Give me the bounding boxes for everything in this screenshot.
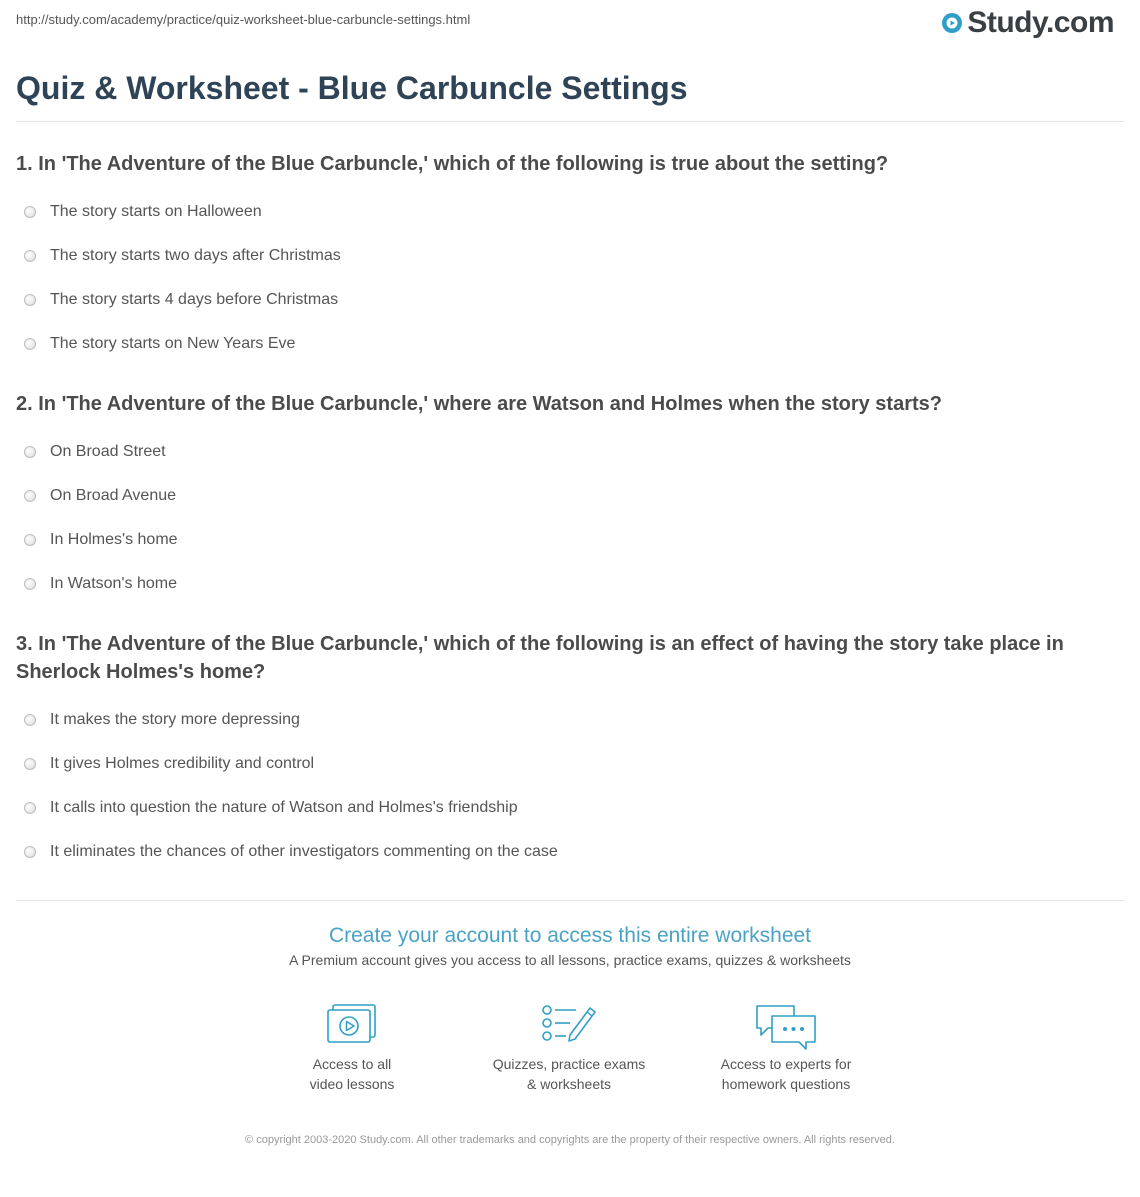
answer-label: The story starts on Halloween <box>50 203 262 220</box>
promo-title-link[interactable]: Create your account to access this entire worksheet <box>328 924 812 947</box>
answer-option[interactable] <box>16 742 1120 786</box>
answer-label: In Holmes's home <box>50 531 178 548</box>
play-logo-icon <box>941 12 963 34</box>
quiz-checklist-icon <box>540 1002 598 1046</box>
feature-experts <box>686 1002 886 1094</box>
top-bar <box>0 0 1140 50</box>
answer-option[interactable] <box>16 190 1120 234</box>
promo-subtitle: A Premium account gives you access to all lessons, practice exams, quizzes & worksheets <box>289 952 851 968</box>
answer-label: It calls into question the nature of Watson and Holmes's friendship <box>50 799 518 816</box>
feature-label: Quizzes, practice exams & worksheets <box>492 1056 646 1092</box>
premium-promo <box>0 922 1140 968</box>
copyright-footer <box>0 1132 1140 1149</box>
answer-label: On Broad Street <box>50 443 166 460</box>
radio-button-icon[interactable] <box>24 714 36 726</box>
question-text: 2. In 'The Adventure of the Blue Carbuncle,' where are Watson and Holmes when the story starts? <box>16 393 942 415</box>
answer-label: On Broad Avenue <box>50 487 177 504</box>
answer-option[interactable] <box>16 786 1120 830</box>
radio-button-icon[interactable] <box>24 446 36 458</box>
answer-label: The story starts on New Years Eve <box>50 335 296 352</box>
radio-button-icon[interactable] <box>24 338 36 350</box>
radio-button-icon[interactable] <box>24 250 36 262</box>
question-3 <box>16 630 1120 874</box>
questions-list <box>16 150 1120 874</box>
answer-options <box>16 430 1120 606</box>
study-logo[interactable] <box>941 6 1114 40</box>
radio-button-icon[interactable] <box>24 846 36 858</box>
feature-label: Access to all video lessons <box>309 1056 395 1092</box>
answer-label: The story starts 4 days before Christmas <box>50 291 339 308</box>
question-1 <box>16 150 1120 390</box>
question-2 <box>16 390 1120 630</box>
video-lessons-icon <box>326 1002 378 1046</box>
chat-bubbles-icon <box>754 1002 818 1054</box>
answer-option[interactable] <box>16 562 1120 606</box>
answer-options <box>16 190 1120 366</box>
page-url: http://study.com/academy/practice/quiz-worksheet-blue-carbuncle-settings.html <box>16 12 471 27</box>
question-text: 3. In 'The Adventure of the Blue Carbuncle,' which of the following is an effect of having the story take place in Sherlock Holmes's home? <box>16 633 1064 683</box>
radio-button-icon[interactable] <box>24 490 36 502</box>
answer-label: In Watson's home <box>50 575 177 592</box>
answer-option[interactable] <box>16 234 1120 278</box>
radio-button-icon[interactable] <box>24 294 36 306</box>
radio-button-icon[interactable] <box>24 578 36 590</box>
answer-label: It makes the story more depressing <box>50 711 300 728</box>
answer-option[interactable] <box>16 474 1120 518</box>
radio-button-icon[interactable] <box>24 206 36 218</box>
title-divider <box>16 121 1124 122</box>
answer-options <box>16 698 1120 874</box>
answer-label: It eliminates the chances of other investigators commenting on the case <box>50 843 558 860</box>
answer-option[interactable] <box>16 430 1120 474</box>
answer-option[interactable] <box>16 830 1120 874</box>
answer-option[interactable] <box>16 698 1120 742</box>
feature-quizzes <box>469 1002 669 1094</box>
feature-video-lessons <box>252 1002 452 1094</box>
promo-divider <box>16 900 1124 901</box>
answer-option[interactable] <box>16 278 1120 322</box>
answer-label: It gives Holmes credibility and control <box>50 755 315 772</box>
radio-button-icon[interactable] <box>24 758 36 770</box>
logo-text: Study.com <box>967 6 1114 39</box>
feature-label: Access to experts for homework questions <box>720 1056 852 1092</box>
feature-list <box>0 1002 1140 1112</box>
question-text: 1. In 'The Adventure of the Blue Carbuncle,' which of the following is true about the setting? <box>16 153 889 175</box>
copyright-text: © copyright 2003-2020 Study.com. All other trademarks and copyrights are the property of their respective owners. All rights reserved. <box>245 1134 895 1146</box>
page-title: Quiz & Worksheet - Blue Carbuncle Settings <box>16 70 688 106</box>
answer-label: The story starts two days after Christmas <box>50 247 341 264</box>
answer-option[interactable] <box>16 518 1120 562</box>
answer-option[interactable] <box>16 322 1120 366</box>
radio-button-icon[interactable] <box>24 802 36 814</box>
radio-button-icon[interactable] <box>24 534 36 546</box>
